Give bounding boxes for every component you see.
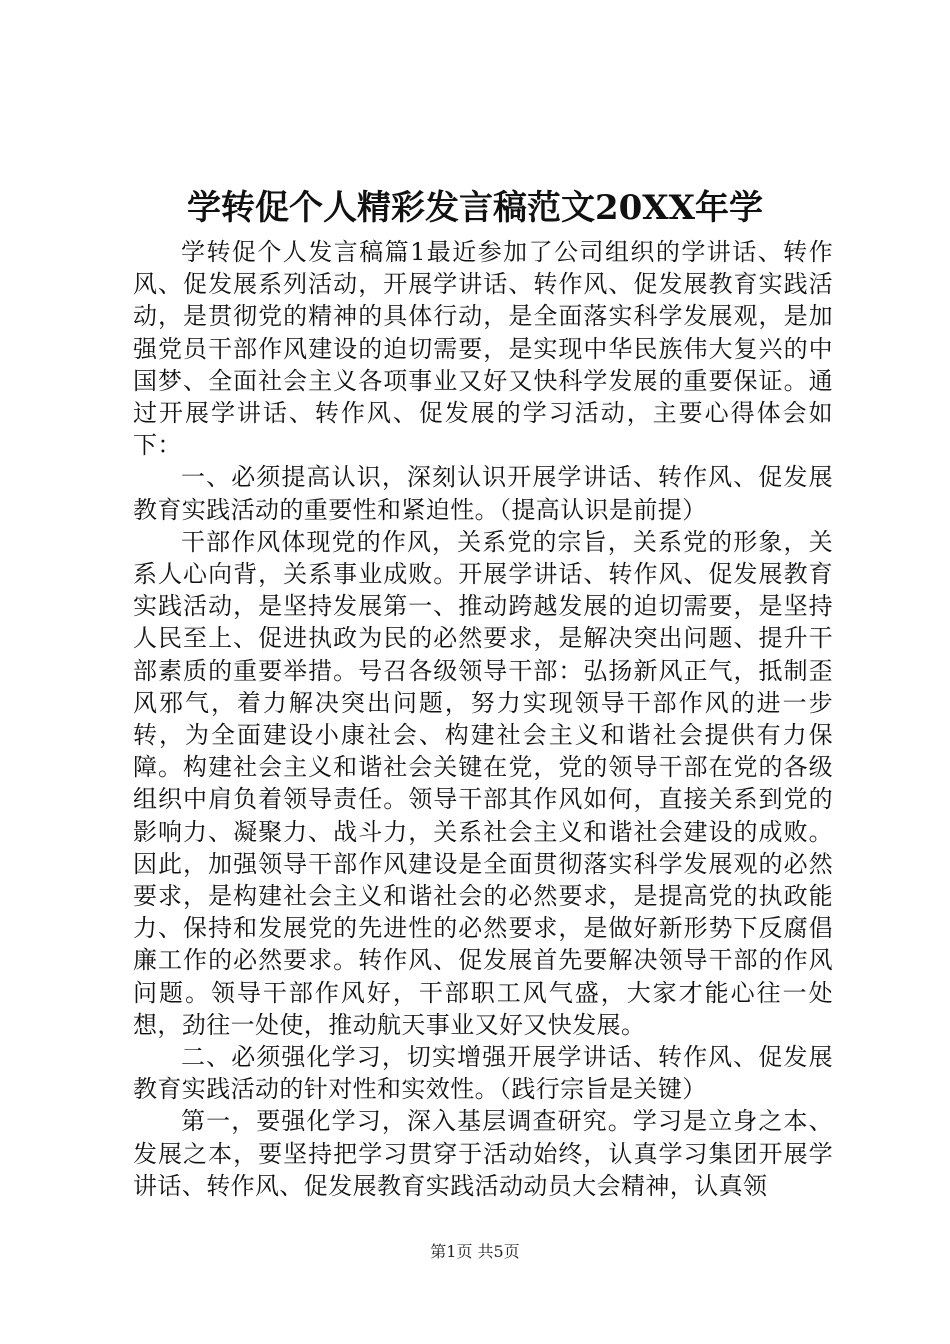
document-body <box>133 236 833 1202</box>
paragraph-section-two-heading: 二、必须强化学习，切实增强开展学讲话、转作风、促发展教育实践活动的针对性和实效性。（践行宗旨是关键） <box>133 1043 833 1104</box>
paragraph-intro: 学转促个人发言稿篇1最近参加了公司组织的学讲话、转作风、促发展系列活动，开展学讲话、转作风、促发展教育实践活动，是贯彻党的精神的具体行动，是全面落实科学发展观，是加强党员干部作风建设的迫切需要，是实现中华民族伟大复兴的中国梦、全面社会主义各项事业又好又快科学发展的重要保证。通过开展学讲话、转作风、促发展的学习活动，主要心得体会如下： <box>133 238 833 460</box>
paragraph-section-two-body: 第一，要强化学习，深入基层调查研究。学习是立身之本、发展之本，要坚持把学习贯穿于活动始终，认真学习集团开展学讲话、转作风、促发展教育实践活动动员大会精神，认真领 <box>133 1107 833 1200</box>
paragraph-section-one-body: 干部作风体现党的作风，关系党的宗旨，关系党的形象，关系人心向背，关系事业成败。开展学讲话、转作风、促发展教育实践活动，是坚持发展第一、推动跨越发展的迫切需要，是坚持人民至上、促进执政为民的必然要求，是解决突出问题、提升干部素质的重要举措。号召各级领导干部：弘扬新风正气，抵制歪风邪气，着力解决突出问题，努力实现领导干部作风的进一步转，为全面建设小康社会、构建社会主义和谐社会提供有力保障。构建社会主义和谐社会关键在党，党的领导干部在党的各级组织中肩负着领导责任。领导干部其作风如何，直接关系到党的影响力、凝聚力、战斗力，关系社会主义和谐社会建设的成败。因此，加强领导干部作风建设是全面贯彻落实科学发展观的必然要求，是构建社会主义和谐社会的必然要求，是提高党的执政能力、保持和发展党的先进性的必然要求，是做好新形势下反腐倡廉工作的必然要求。转作风、促发展首先要解决领导干部的作风问题。领导干部作风好，干部职工风气盛，大家才能心往一处想，劲往一处使，推动航天事业又好又快发展。 <box>133 527 833 1039</box>
page-footer: 第1页 共5页 <box>430 1242 520 1261</box>
document-title: 学转促个人精彩发言稿范文20XX年学 <box>186 188 764 228</box>
paragraph-section-one-heading: 一、必须提高认识，深刻认识开展学讲话、转作风、促发展教育实践活动的重要性和紧迫性。（提高认识是前提） <box>133 463 833 524</box>
